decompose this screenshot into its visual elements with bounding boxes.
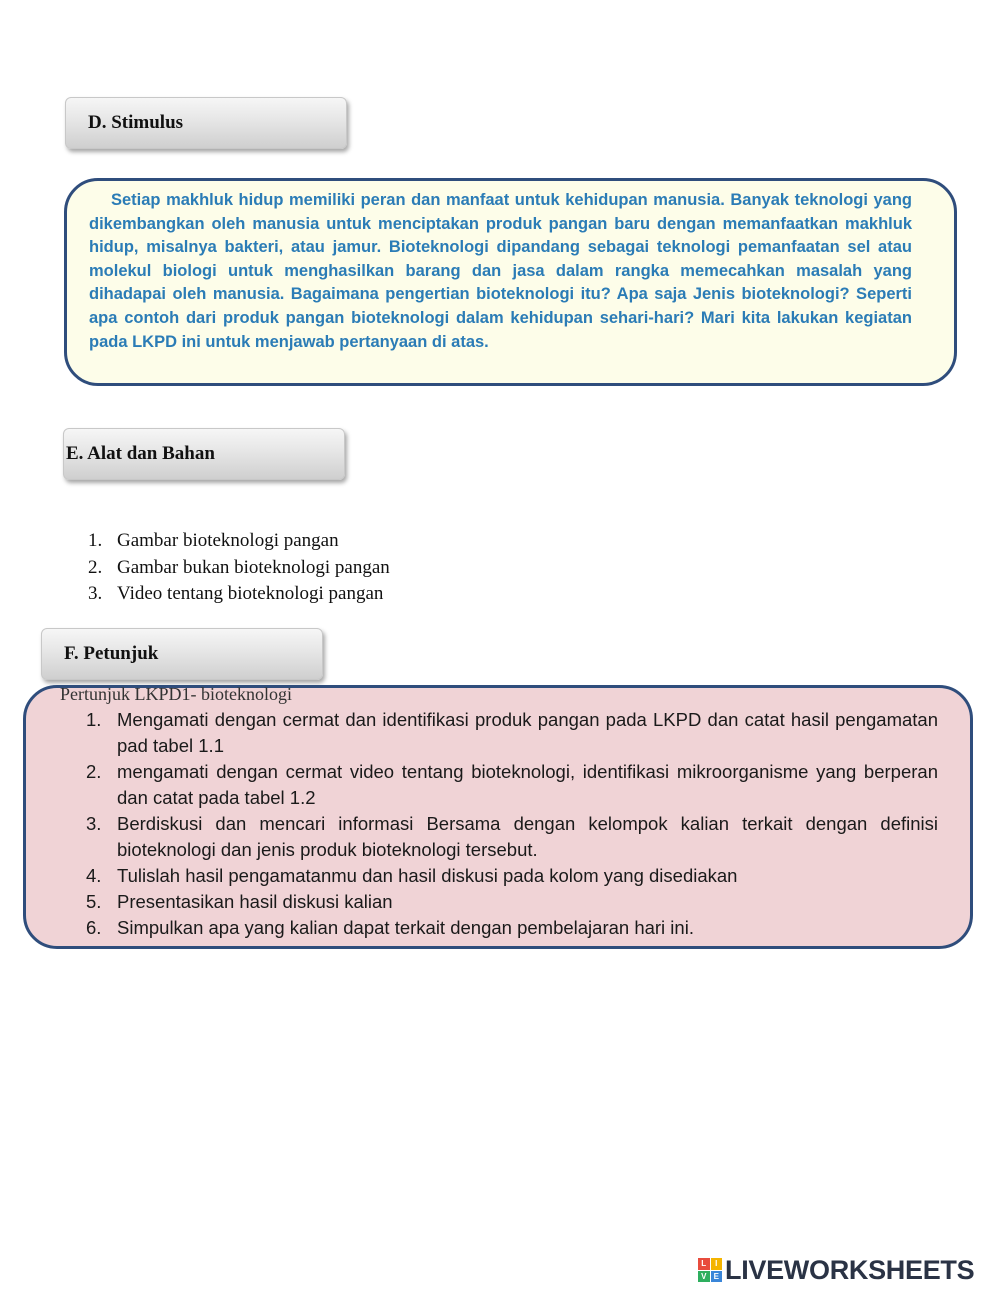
- list-item: 3. Berdiskusi dan mencari informasi Bersama dengan kelompok kalian terkait dengan definisi bioteknologi dan jenis produk bioteknologi tersebut.: [86, 811, 938, 863]
- step-text: Mengamati dengan cermat dan identifikasi produk pangan pada LKPD dan catat hasil pengamatan pad tabel 1.1: [117, 709, 938, 756]
- stimulus-box: [64, 178, 957, 386]
- list-item: 2. Gambar bukan bioteknologi pangan: [88, 555, 390, 582]
- step-text: Presentasikan hasil diskusi kalian: [117, 891, 393, 912]
- list-item: 4. Tulislah hasil pengamatanmu dan hasil diskusi pada kolom yang disediakan: [86, 863, 938, 889]
- materials-list: [88, 528, 390, 608]
- list-item: 5. Presentasikan hasil diskusi kalian: [86, 889, 938, 915]
- material-text: Video tentang bioteknologi pangan: [117, 583, 384, 604]
- material-text: Gambar bukan bioteknologi pangan: [117, 556, 390, 578]
- liveworksheets-logo-icon: L I V E: [698, 1258, 722, 1282]
- list-item: 2. mengamati dengan cermat video tentang bioteknologi, identifikasi mikroorganisme yang berperan dan catat pada tabel 1.2: [86, 759, 938, 811]
- step-text: Simpulkan apa yang kalian dapat terkait dengan pembelajaran hari ini.: [117, 917, 694, 938]
- list-item: 6. Simpulkan apa yang kalian dapat terkait dengan pembelajaran hari ini.: [86, 915, 938, 941]
- list-item: 1. Mengamati dengan cermat dan identifikasi produk pangan pada LKPD dan catat hasil pengamatan pad tabel 1.1: [86, 707, 938, 759]
- materials-heading: E. Alat dan Bahan: [63, 428, 345, 480]
- instructions-list: [86, 707, 938, 941]
- step-text: Berdiskusi dan mencari informasi Bersama dengan kelompok kalian terkait dengan definisi bioteknologi dan jenis produk bioteknologi tersebut.: [117, 813, 938, 860]
- instructions-caption: Pertunjuk LKPD1- bioteknologi: [60, 684, 292, 704]
- stimulus-text: Setiap makhluk hidup memiliki peran dan manfaat untuk kehidupan manusia. Banyak teknologi yang dikembangkan oleh manusia untuk menciptakan produk pangan baru dengan memanfaatkan makhluk hidup, misalnya bakteri, atau jamur. Bioteknologi dipandang sebagai teknologi pemanfaatan sel atau molekul biologi untuk menghasilkan barang dan jasa dalam rangka memecahkan masalah yang dihadapai oleh manusia. Bagaimana pengertian bioteknologi itu? Apa saja Jenis bioteknologi? Seperti apa contoh dari produk pangan bioteknologi dalam kehidupan sehari-hari? Mari kita lakukan kegiatan pada LKPD ini untuk menjawab pertanyaan di atas.: [89, 191, 912, 351]
- list-item: 1. Gambar bioteknologi pangan: [88, 528, 390, 555]
- stimulus-heading: D. Stimulus: [65, 97, 347, 149]
- liveworksheets-brand[interactable]: [698, 1256, 974, 1284]
- material-text: Gambar bioteknologi pangan: [117, 530, 339, 551]
- step-text: Tulislah hasil pengamatanmu dan hasil diskusi pada kolom yang disediakan: [117, 865, 738, 886]
- list-item: 3. Video tentang bioteknologi pangan: [88, 581, 390, 608]
- step-text: mengamati dengan cermat video tentang bioteknologi, identifikasi mikroorganisme yang berperan dan catat pada tabel 1.2: [117, 761, 938, 808]
- brand-name: LIVEWORKSHEETS: [725, 1254, 975, 1285]
- instructions-heading: F. Petunjuk: [41, 628, 323, 680]
